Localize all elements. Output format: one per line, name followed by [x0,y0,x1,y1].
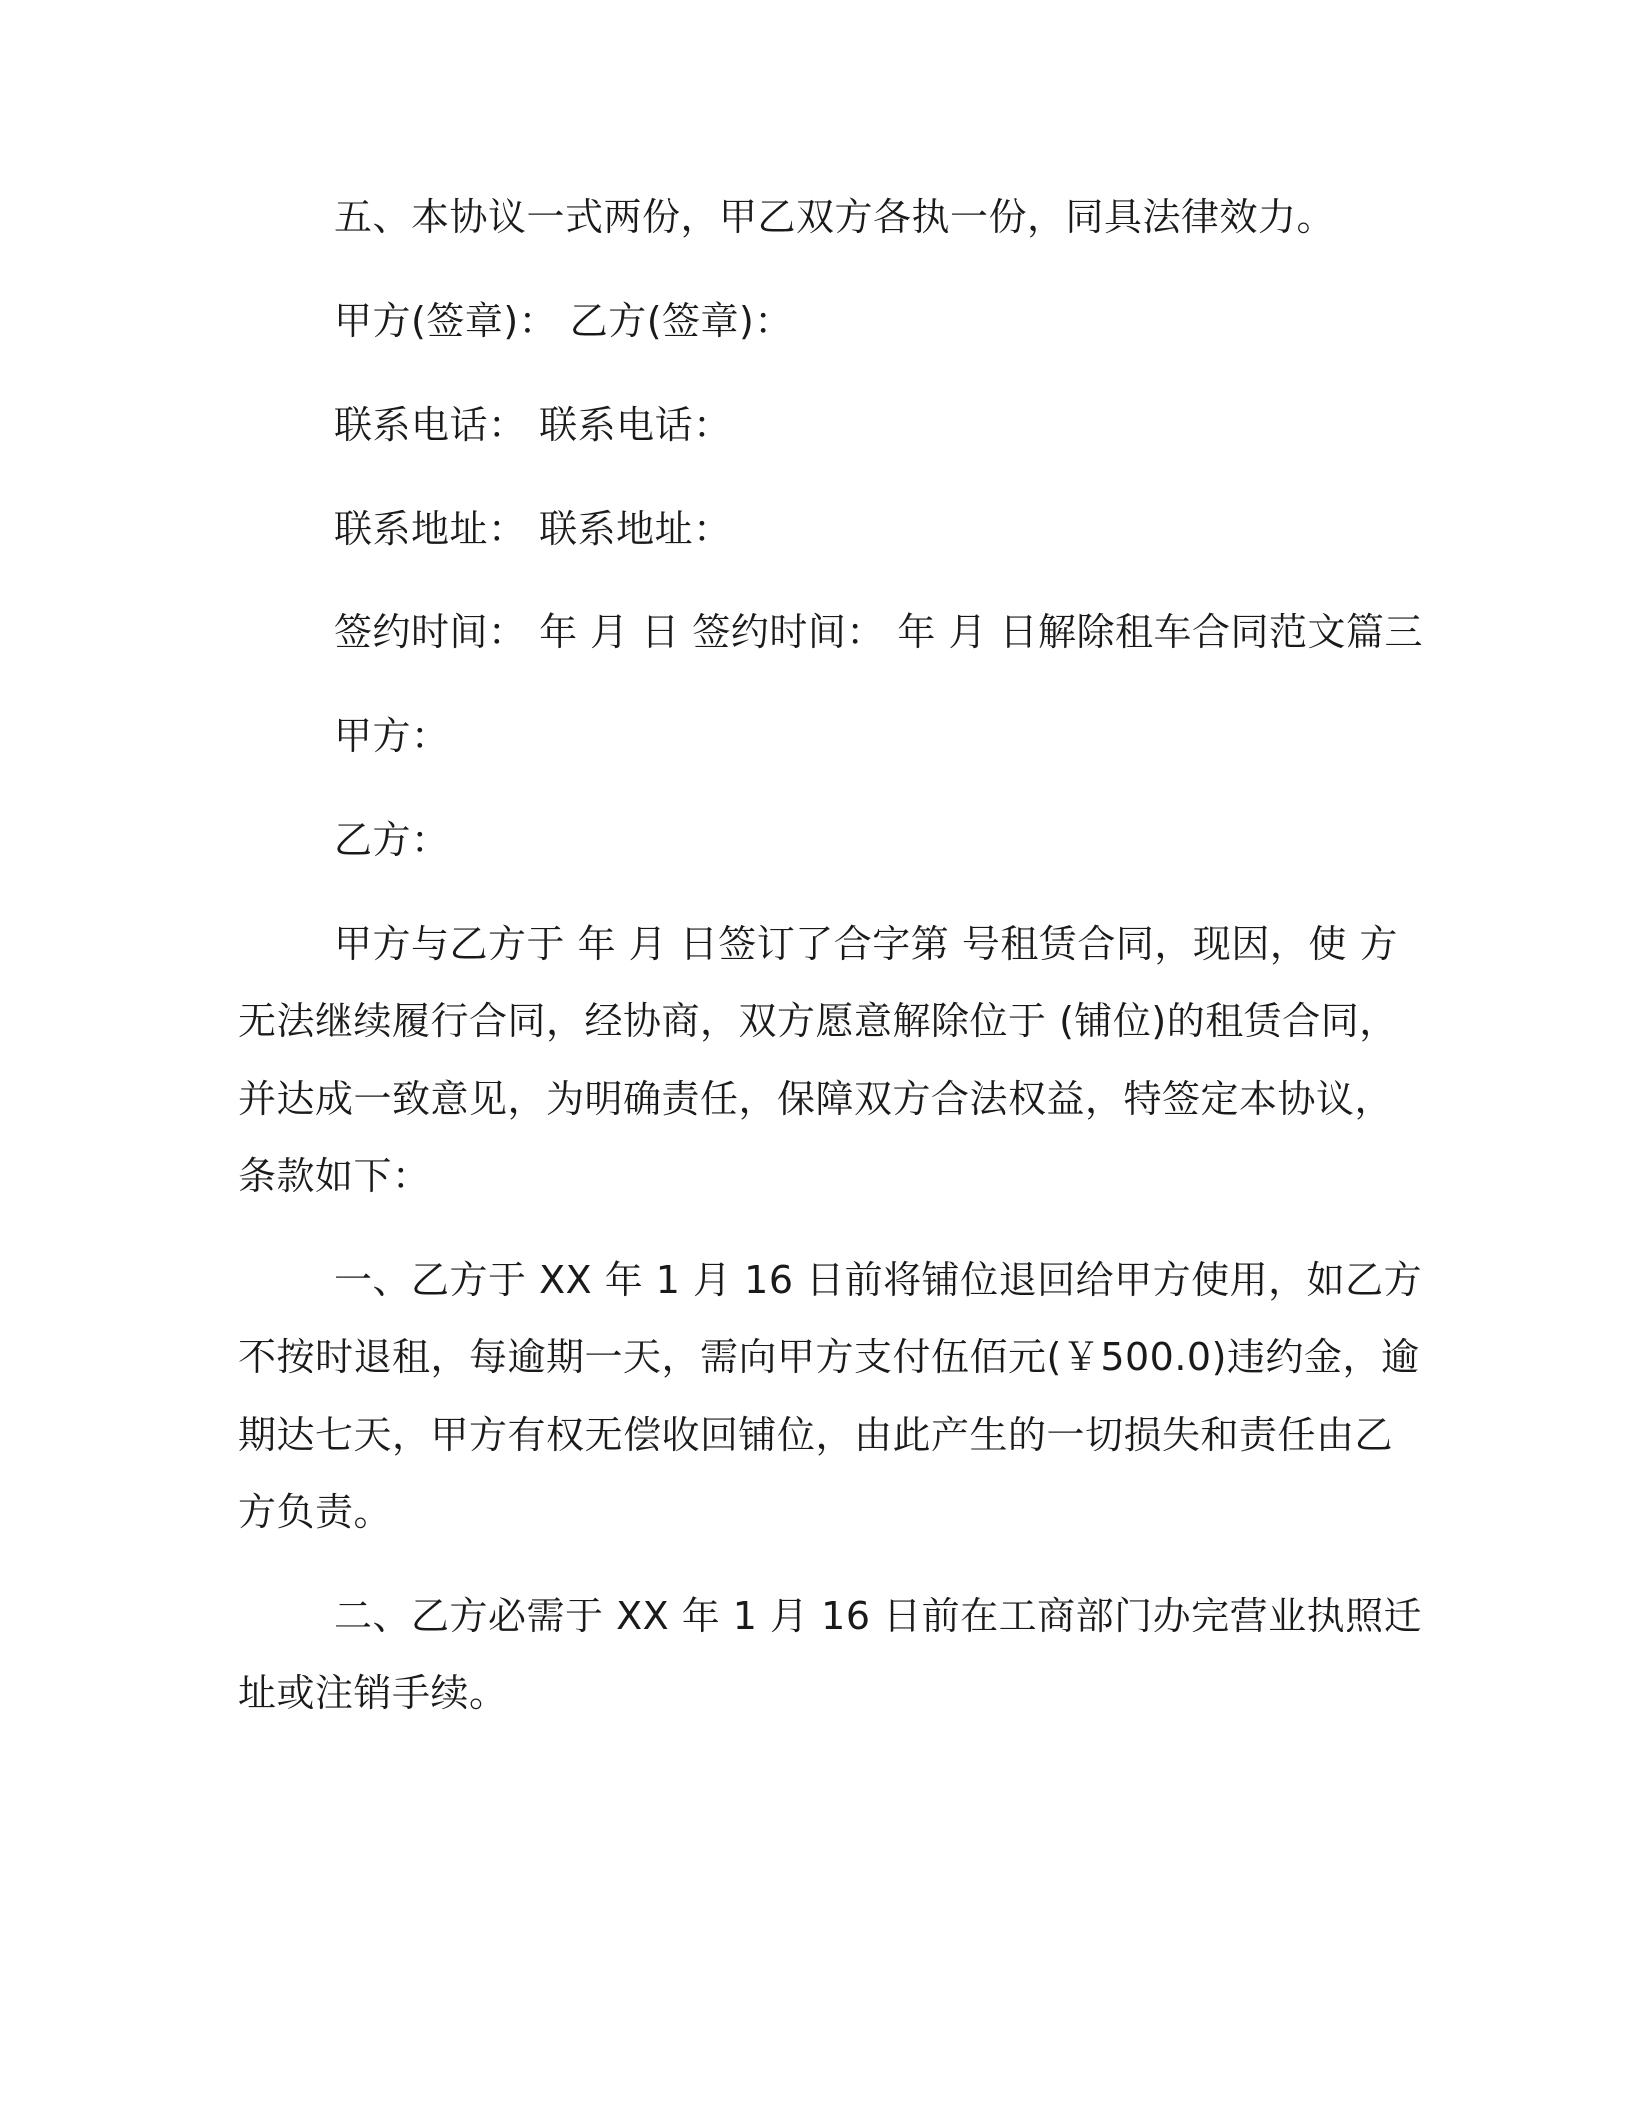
intro-line-3: 并达成一致意见，为明确责任，保障双方合法权益，特签定本协议， [238,1077,1394,1121]
phone-line: 联系电话： 联系电话： [334,403,732,447]
party-a-label: 甲方： [334,714,450,758]
clause-1-line-3: 期达七天，甲方有权无偿收回铺位，由此产生的一切损失和责任由乙 [238,1413,1394,1457]
clause-2-line-2: 址或注销手续。 [238,1671,508,1715]
address-line: 联系地址： 联系地址： [334,507,732,551]
intro-line-4: 条款如下： [238,1154,431,1198]
intro-line-2: 无法继续履行合同，经协商，双方愿意解除位于 (铺位)的租赁合同， [238,999,1398,1043]
intro-line-1: 甲方与乙方于 年 月 日签订了合字第 号租赁合同，现因，使 方 [334,922,1398,966]
signature-line: 甲方(签章)： 乙方(签章)： [334,299,793,343]
clause-1-line-1: 一、乙方于 XX 年 1 月 16 日前将铺位退回给甲方使用，如乙方 [334,1258,1423,1302]
clause-2-line-1: 二、乙方必需于 XX 年 1 月 16 日前在工商部门办完营业执照迁 [334,1594,1423,1638]
clause-5: 五、本协议一式两份，甲乙双方各执一份，同具法律效力。 [334,195,1336,239]
clause-1-line-2: 不按时退租，每逾期一天，需向甲方支付伍佰元(￥500.0)违约金，逾 [238,1335,1420,1379]
date-line: 签约时间： 年 月 日 签约时间： 年 月 日解除租车合同范文篇三 [334,610,1424,654]
clause-1-line-4: 方负责。 [238,1490,393,1534]
party-b-label: 乙方： [334,818,450,862]
